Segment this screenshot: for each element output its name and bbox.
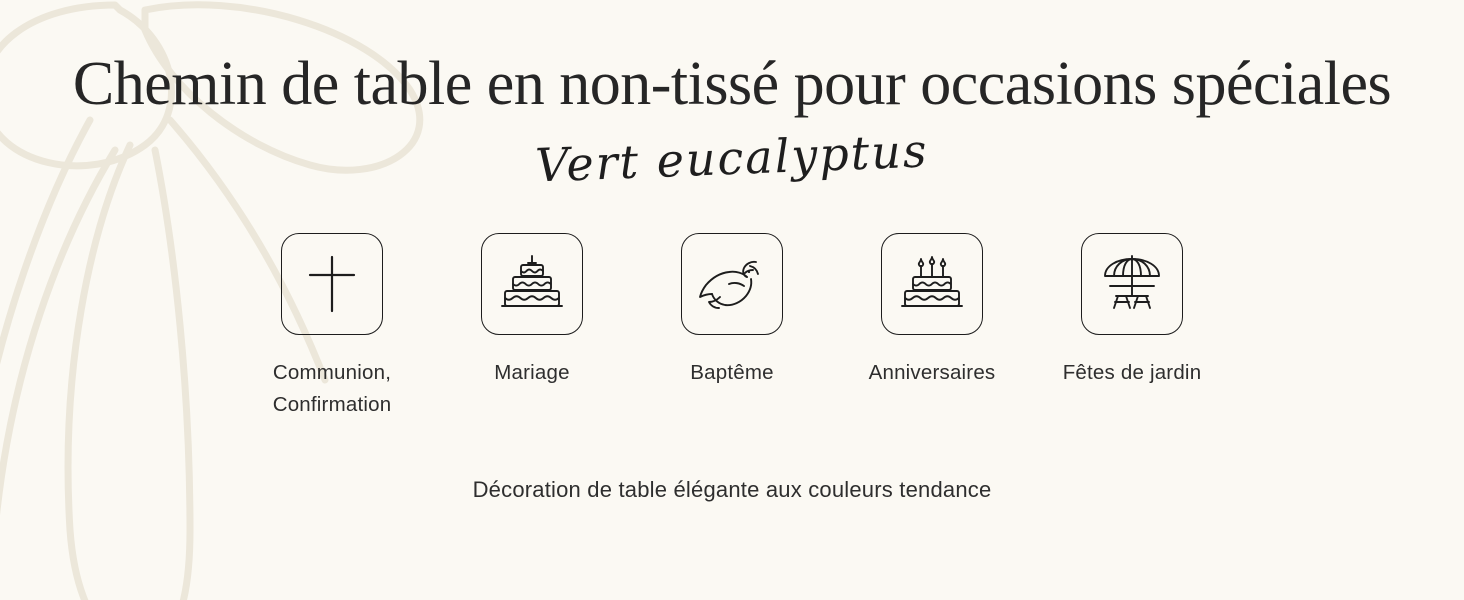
wedding-cake-icon bbox=[498, 253, 566, 315]
category-item-communion[interactable] bbox=[262, 233, 402, 421]
category-item-bapteme[interactable] bbox=[662, 233, 802, 389]
category-icon-row bbox=[262, 233, 1202, 421]
category-label: Fêtes de jardin bbox=[1062, 361, 1202, 385]
garden-table-parasol-icon-tile bbox=[1081, 233, 1183, 335]
wedding-cake-icon-tile bbox=[481, 233, 583, 335]
category-item-mariage[interactable] bbox=[462, 233, 602, 389]
color-name-script: Vert eucalyptus bbox=[534, 123, 930, 193]
birthday-cake-icon-tile bbox=[881, 233, 983, 335]
dove-icon-tile bbox=[681, 233, 783, 335]
garden-table-parasol-icon bbox=[1096, 252, 1168, 316]
dove-icon bbox=[696, 253, 768, 315]
birthday-cake-icon bbox=[897, 253, 967, 315]
category-label: Communion, Confirmation bbox=[272, 361, 392, 416]
category-label: Anniversaires bbox=[868, 361, 996, 385]
category-item-fetes-de-jardin[interactable] bbox=[1062, 233, 1202, 389]
page-title: Chemin de table en non-tissé pour occasions spéciales bbox=[72, 50, 1392, 118]
category-item-anniversaires[interactable] bbox=[862, 233, 1002, 389]
banner-tagline: Décoration de table élégante aux couleurs tendance bbox=[472, 476, 992, 502]
cross-icon-tile bbox=[281, 233, 383, 335]
cross-icon bbox=[302, 251, 362, 317]
category-label: Mariage bbox=[494, 361, 570, 385]
category-label: Baptême bbox=[690, 361, 774, 385]
